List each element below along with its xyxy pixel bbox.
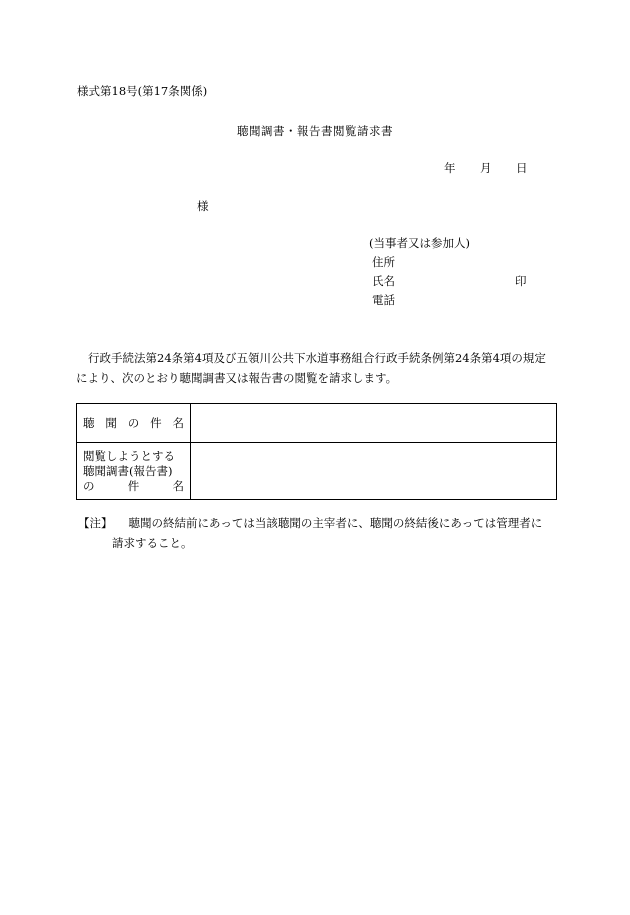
request-statement — [76, 348, 557, 388]
case-name-char: 名 — [172, 416, 184, 430]
case-name-label-cell — [77, 404, 191, 443]
requester-role: (当事者又は参加人) — [369, 236, 470, 250]
name-label: 氏名 — [372, 274, 395, 288]
case-name-value[interactable] — [191, 404, 557, 443]
document-name-char: 名 — [172, 478, 184, 493]
date-day-label: 日 — [516, 161, 528, 175]
document-name-label-line-3 — [77, 479, 190, 494]
note-line-1 — [78, 513, 542, 533]
table-row-case-name — [77, 404, 557, 443]
document-name-char: の — [83, 478, 95, 493]
seal-mark: 印 — [515, 274, 527, 288]
document-name-label-line-2: 聴聞調書(報告書) — [83, 463, 173, 478]
address-label: 住所 — [372, 255, 395, 269]
date-month-label: 月 — [480, 161, 492, 175]
note-line-2: 請求すること。 — [112, 536, 193, 550]
document-name-label-line-1: 閲覧しようとする — [83, 448, 175, 463]
page-title: 聴聞調書・報告書閲覧請求書 — [237, 124, 393, 138]
case-name-char: の — [127, 416, 140, 430]
note-marker: 【注】 — [78, 516, 113, 530]
note-text-1: 聴聞の終結前にあっては当該聴聞の主宰者に、聴聞の終結後にあっては管理者に — [128, 516, 543, 530]
request-table — [76, 403, 557, 500]
case-name-label — [77, 416, 190, 430]
statement-line-1: 行政手続法第24条第4項及び五領川公共下水道事務組合行政手続条例第24条第4項の規定 — [88, 351, 546, 365]
case-name-char: 聴 — [83, 416, 95, 430]
document-name-label-cell — [77, 443, 191, 500]
phone-label: 電話 — [372, 293, 395, 307]
document-name-value[interactable] — [191, 443, 557, 500]
date-year-label: 年 — [444, 161, 456, 175]
statement-line-2: により、次のとおり聴聞調書又は報告書の閲覧を請求します。 — [76, 371, 398, 385]
case-name-char: 件 — [150, 416, 162, 430]
form-number: 様式第18号(第17条関係) — [77, 84, 208, 98]
case-name-char: 聞 — [105, 416, 117, 430]
table-row-document-name — [77, 443, 557, 500]
document-name-char: 件 — [127, 478, 140, 493]
addressee-suffix: 様 — [197, 199, 209, 213]
